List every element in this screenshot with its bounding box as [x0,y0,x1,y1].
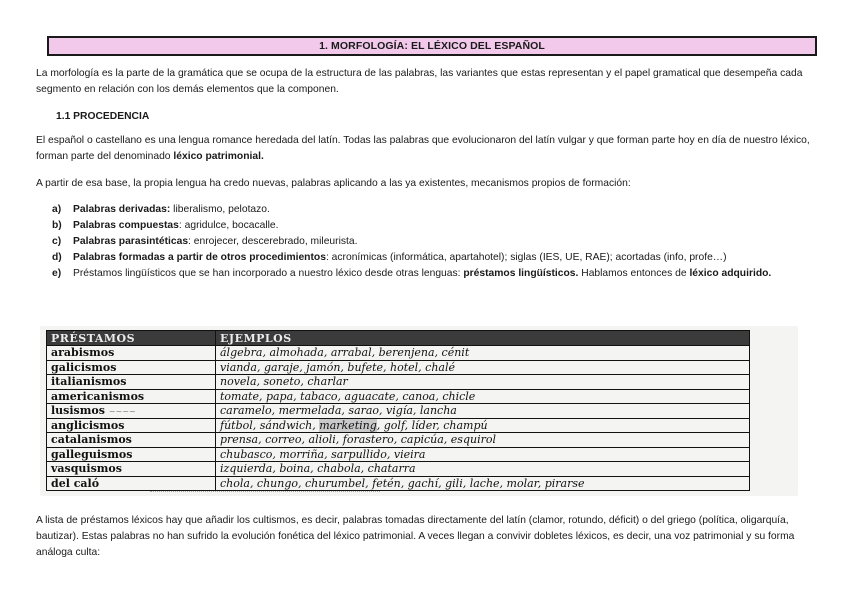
list-text: : acronímicas (informática, apartahotel); siglas (IES, UE, RAE); acortadas (info, profe…) [325,252,727,263]
scanned-table-image [40,326,798,496]
table-cell-category: arabismos [47,346,216,361]
list-text: : enrojecer, descerebrado, mileurista. [188,236,358,247]
examples-text: fútbol, sándwich, [220,418,320,432]
table-cell-category: del caló [47,476,216,491]
procedencia-paragraph [36,133,816,165]
list-term: Palabras parasintéticas [73,236,189,247]
list-text: Hablamos entonces de [578,268,690,279]
table-row [47,346,750,361]
table-cell-category: vasquismos [47,462,216,477]
loans-table [46,330,750,491]
table-row [47,375,750,390]
procedencia-text: El español o castellano es una lengua romance heredada del latín. Todas las palabras que evolucionaron del latín vulgar y que forman parte hoy en día de nuestro léxico, forman parte del denominado [36,135,810,162]
table-row [47,404,750,419]
table-cell-category: anglicismos [47,418,216,433]
list-marker: c) [52,236,62,247]
table-cell-category: galicismos [47,360,216,375]
list-term: Palabras formadas a partir de otros procedimientos [73,252,326,263]
list-item [52,266,816,282]
list-item [52,250,816,266]
table-cell-category: americanismos [47,389,216,404]
list-text: Préstamos lingüísticos que se han incorporado a nuestro léxico desde otras lenguas: [73,268,464,279]
table-row [47,433,750,448]
section-title [47,36,817,56]
table-cell-examples: tomate, papa, tabaco, aguacate, canoa, chicle [216,389,750,404]
header-ejemplos: EJEMPLOS [216,331,750,346]
table-cell-examples: chola, chungo, churumbel, fetén, gachí, gili, lache, molar, pirarse [216,476,750,491]
table-cell-category: galleguismos [47,447,216,462]
table-cell-examples: izquierda, boina, chabola, chatarra [216,462,750,477]
handwritten-note: ~~~~ [108,407,136,417]
lexico-patrimonial-term: léxico patrimonial. [173,151,264,162]
list-marker: b) [52,220,62,231]
table-row [47,389,750,404]
table-row [47,476,750,491]
intro-paragraph: La morfología es la parte de la gramática que se ocupa de la estructura de las palabras, las variantes que estas representan y el papel gramatical que desempeña cada segmento en relación con los demás elementos que la componen. [36,68,803,95]
list-text: : agridulce, bocacalle. [178,220,279,231]
lexico-adquirido-term: léxico adquirido. [689,268,772,279]
list-marker: e) [52,268,62,279]
list-term: Palabras derivadas: [73,204,171,215]
table-cell-examples: vianda, garaje, jamón, bufete, hotel, chalé [216,360,750,375]
table-row [47,447,750,462]
list-text: liberalismo, pelotazo. [170,204,270,215]
list-item [52,202,816,218]
list-marker: d) [52,252,62,263]
table-cell-examples: novela, soneto, charlar [216,375,750,390]
list-marker: a) [52,204,62,215]
table-cell-examples: prensa, correo, alioli, forastero, capicúa, esquirol [216,433,750,448]
table-row [47,462,750,477]
table-cell-examples: caramelo, mermelada, sarao, vigía, lancha [216,404,750,419]
table-cell-category: catalanismos [47,433,216,448]
scan-artifact [150,491,380,496]
table-header-row [47,331,750,346]
list-item [52,218,816,234]
table-cell-examples: álgebra, almohada, arrabal, berenjena, cénit [216,346,750,361]
base-paragraph: A partir de esa base, la propia lengua ha credo nuevas, palabras aplicando a las ya existentes, mecanismos propios de formación: [36,178,631,189]
table-cell-category [47,404,216,419]
category-text: lusismos [51,404,105,418]
table-cell-examples: chubasco, morriña, sarpullido, vieira [216,447,750,462]
closing-paragraph: A lista de préstamos léxicos hay que añadir los cultismos, es decir, palabras tomadas directamente del latín (clamor, rotundo, déficit) o del griego (política, oligarquía, bautizar). Estas palabras no han sufrido la evolución fonética del léxico patrimonial. A veces llegan a convivir dobletes léxicos, es decir, una voz patrimonial y su forma análoga culta: [36,515,795,558]
table-cell-examples [216,418,750,433]
table-row [47,418,750,433]
list-term: Palabras compuestas [73,220,179,231]
table-row [47,360,750,375]
section-title-text: 1. MORFOLOGÍA: EL LÉXICO DEL ESPAÑOL [319,40,545,52]
list-item [52,234,816,250]
examples-text: , golf, líder, champú [376,418,488,432]
table-cell-category: italianismos [47,375,216,390]
formation-list [52,202,816,282]
prestamos-term: préstamos lingüísticos. [463,268,579,279]
highlighted-word: marketing [319,418,377,432]
header-prestamos: PRÉSTAMOS [47,331,216,346]
section-heading: 1.1 PROCEDENCIA [56,111,150,122]
